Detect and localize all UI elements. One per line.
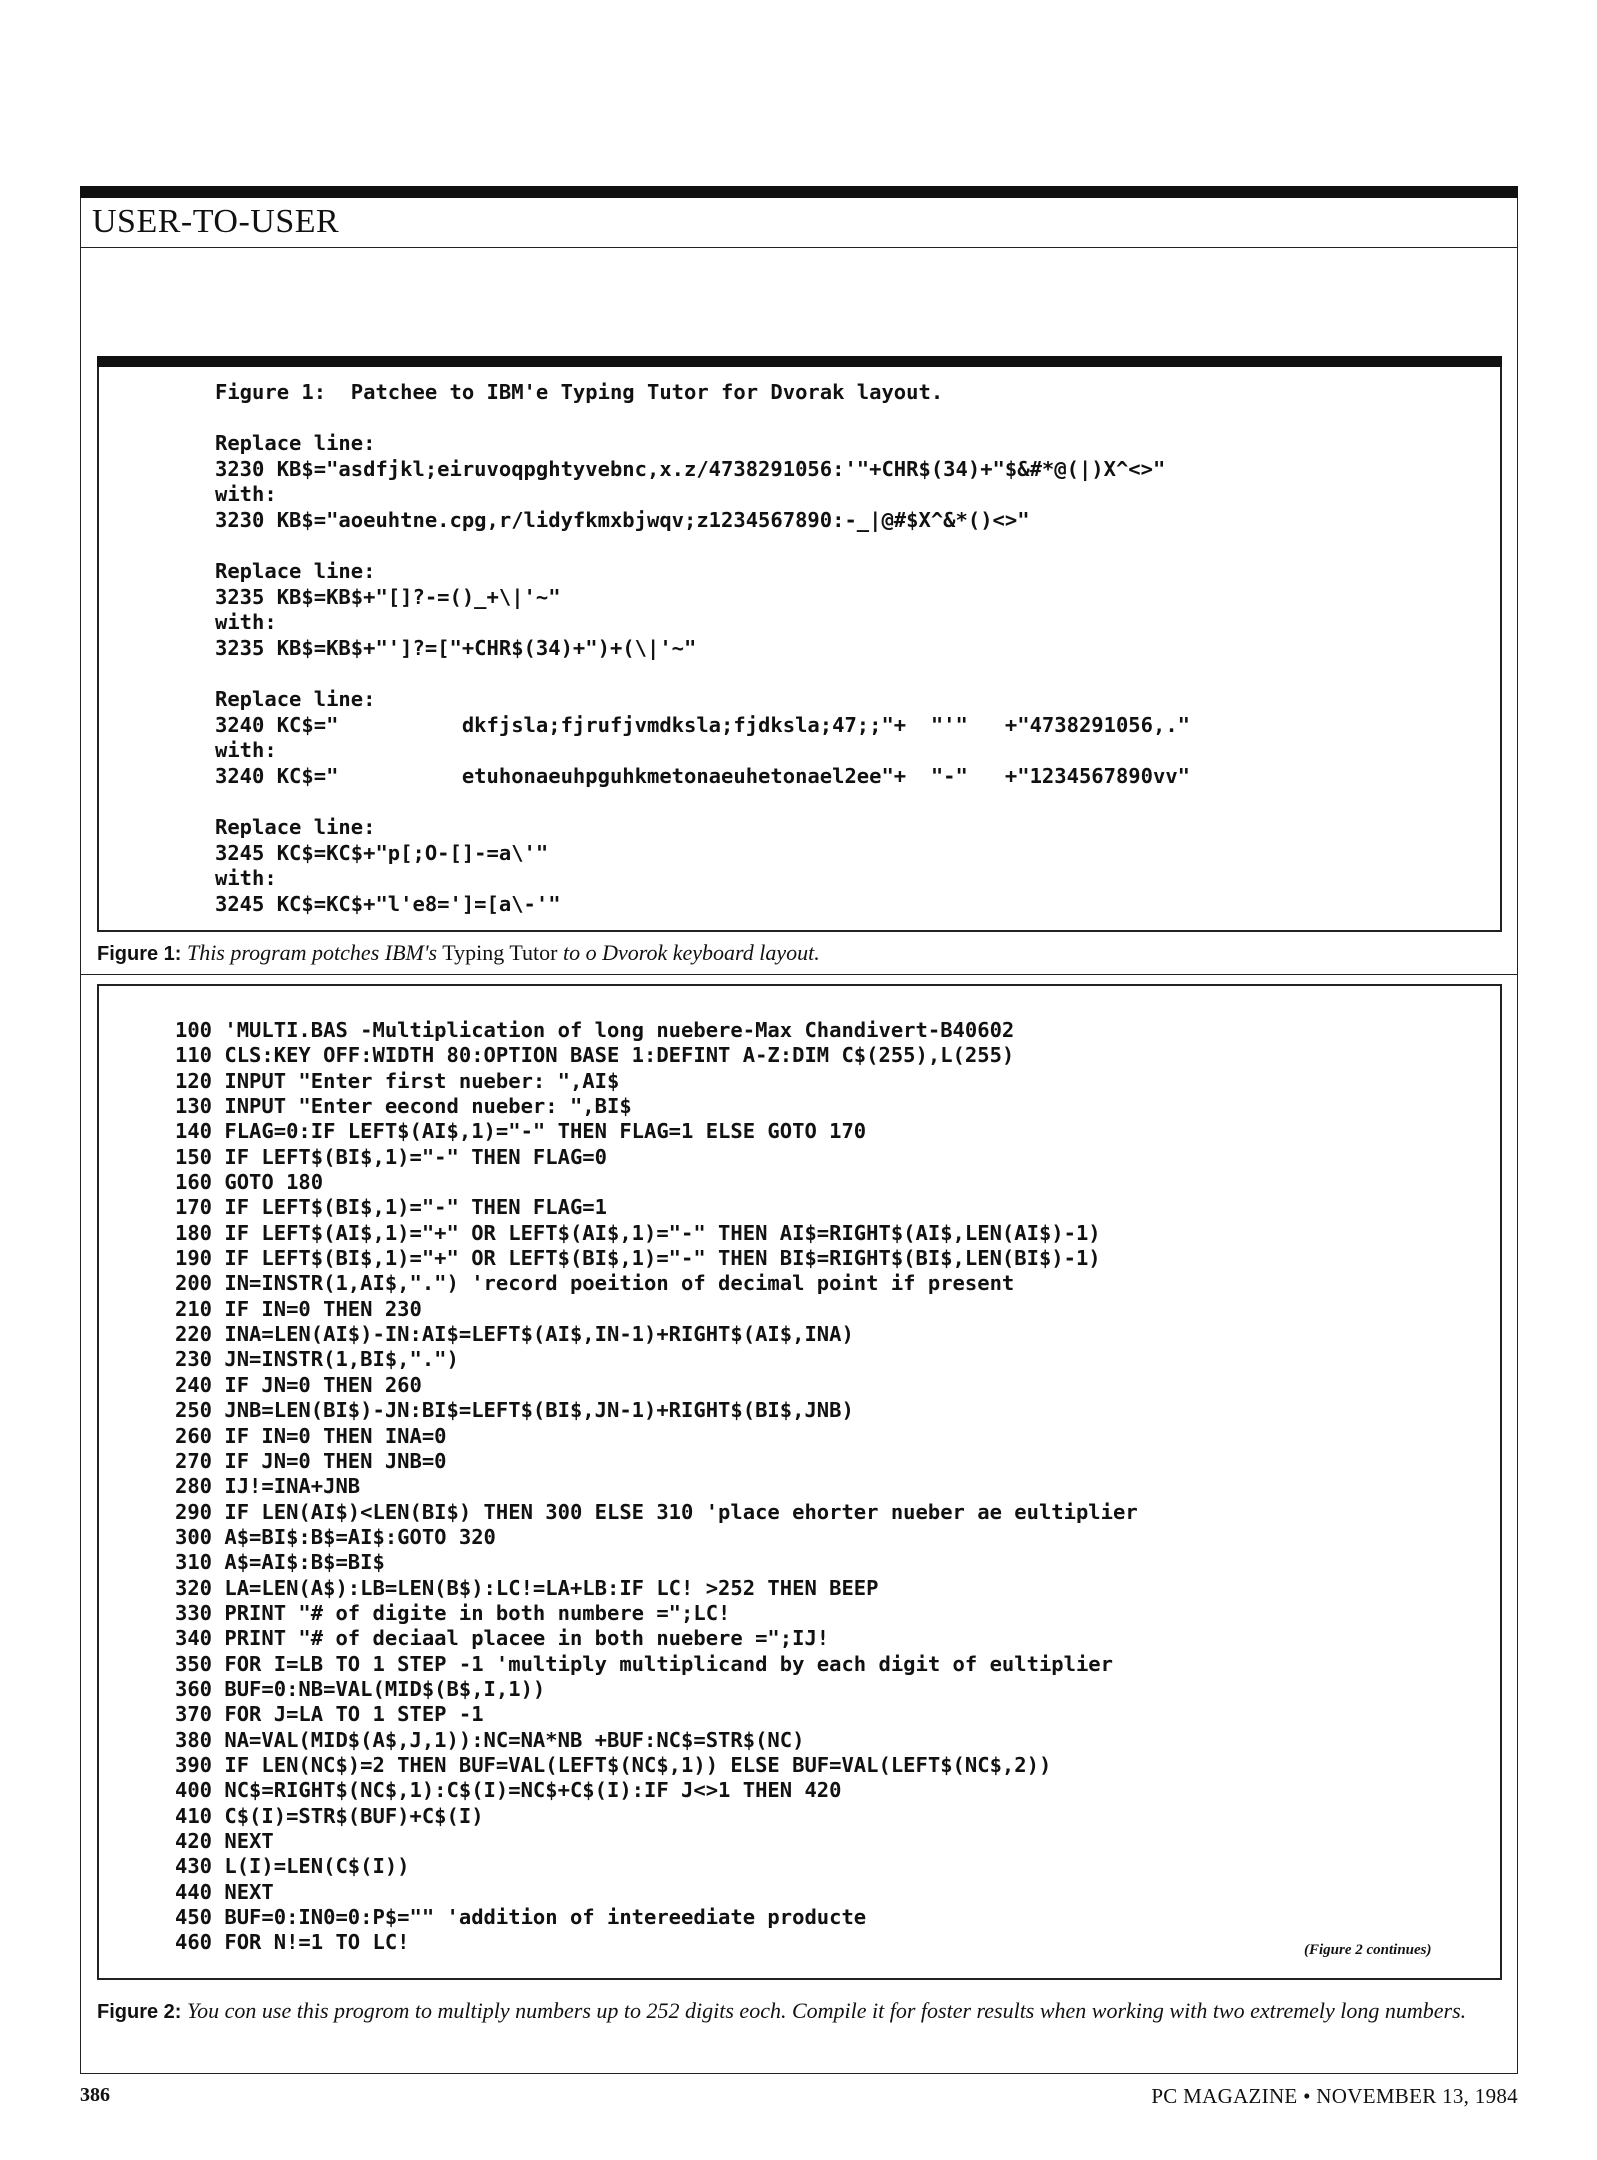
figure-1-code-listing: Figure 1: Patchee to IBM'e Typing Tutor for Dvorak layout. Replace line: 3230 KB$="asdfjkl;eiruvoqpghtyvebnc,x.z/4738291056:'"+CHR$(34)+"$&#*@(|)X^<>" with: 3230 KB$="aoeuhtne.cpg,r/lidyfkmxbjwqv;z1234567890:-_|@#$X^&*()<>" Replace line: 3235 KB$=KB$+"[]?-=()_+\|'~" with: 3235 KB$=KB$+"']?=["+CHR$(34)+")+(\|'~" Replace line: 3240 KC$=" dkfjsla;fjrufjvmdksla;fjdksla;47;;"+ "'" +"4738291056,." with: 3240 KC$=" etuhonaeuhpguhkmetonaeuhetonael2ee"+ "-" +"1234567890vv" Replace line: 3245 KC$=KC$+"p[;O-[]-=a\'" with: 3245 KC$=KC$+"l'e8=']=[a\-'" (215, 380, 1191, 916)
figure-2-caption-label: Figure 2: (97, 2001, 182, 2023)
figure-1-caption (97, 940, 820, 966)
figure-2-continues-note: (Figure 2 continues) (1304, 1942, 1432, 1958)
page-number: 386 (80, 2084, 110, 2106)
section-divider (80, 974, 1518, 975)
figure-2-caption (97, 1994, 1477, 2029)
figure-1-caption-text-2: Typing Tutor (442, 940, 558, 965)
figure-1-caption-label: Figure 1: (97, 943, 182, 965)
figure-1-caption-text-3: to o Dvorok keyboard layout. (562, 940, 820, 965)
section-title: USER-TO-USER (92, 203, 340, 240)
figure-1-rule (97, 356, 1502, 367)
figure-1-caption-text-1: This program potches IBM's (186, 940, 438, 965)
figure-2-code-listing: 100 'MULTI.BAS -Multiplication of long nuebere-Max Chandivert-B40602 110 CLS:KEY OFF:WIDTH 80:OPTION BASE 1:DEFINT A-Z:DIM C$(255),L(255) 120 INPUT "Enter first nueber: ",AI$ 130 INPUT "Enter eecond nueber: ",BI$ 140 FLAG=0:IF LEFT$(AI$,1)="-" THEN FLAG=1 ELSE GOTO 170 150 IF LEFT$(BI$,1)="-" THEN FLAG=0 160 GOTO 180 170 IF LEFT$(BI$,1)="-" THEN FLAG=1 180 IF LEFT$(AI$,1)="+" OR LEFT$(AI$,1)="-" THEN AI$=RIGHT$(AI$,LEN(AI$)-1) 190 IF LEFT$(BI$,1)="+" OR LEFT$(BI$,1)="-" THEN BI$=RIGHT$(BI$,LEN(BI$)-1) 200 IN=INSTR(1,AI$,".") 'record poeition of decimal point if present 210 IF IN=0 THEN 230 220 INA=LEN(AI$)-IN:AI$=LEFT$(AI$,IN-1)+RIGHT$(AI$,INA) 230 JN=INSTR(1,BI$,".") 240 IF JN=0 THEN 260 250 JNB=LEN(BI$)-JN:BI$=LEFT$(BI$,JN-1)+RIGHT$(BI$,JNB) 260 IF IN=0 THEN INA=0 270 IF JN=0 THEN JNB=0 280 IJ!=INA+JNB 290 IF LEN(AI$)<LEN(BI$) THEN 300 ELSE 310 'place ehorter nueber ae eultiplier 300 A$=BI$:B$=AI$:GOTO 320 310 A$=AI$:B$=BI$ 320 LA=LEN(A$):LB=LEN(B$):LC!=LA+LB:IF LC! >252 THEN BEEP 330 PRINT "# of digite in both numbere =";LC! 340 PRINT "# of deciaal placee in both nuebere =";IJ! 350 FOR I=LB TO 1 STEP -1 'multiply multiplicand by each digit of eultiplier 360 BUF=0:NB=VAL(MID$(B$,I,1)) 370 FOR J=LA TO 1 STEP -1 380 NA=VAL(MID$(A$,J,1)):NC=NA*NB +BUF:NC$=STR$(NC) 390 IF LEN(NC$)=2 THEN BUF=VAL(LEFT$(NC$,1)) ELSE BUF=VAL(LEFT$(NC$,2)) 400 NC$=RIGHT$(NC$,1):C$(I)=NC$+C$(I):IF J<>1 THEN 420 410 C$(I)=STR$(BUF)+C$(I) 420 NEXT 430 L(I)=LEN(C$(I)) 440 NEXT 450 BUF=0:IN0=0:P$="" 'addition of intereediate producte 460 FOR N!=1 TO LC! (175, 1018, 1138, 1955)
figure-2-caption-text: You con use this progrom to multiply numbers up to 252 digits eoch. Compile it for foster results when working with two extremely long numbers. (186, 1998, 1467, 2023)
footer-magazine-date: PC MAGAZINE • NOVEMBER 13, 1984 (1151, 2084, 1518, 2108)
top-rule (80, 186, 1518, 198)
